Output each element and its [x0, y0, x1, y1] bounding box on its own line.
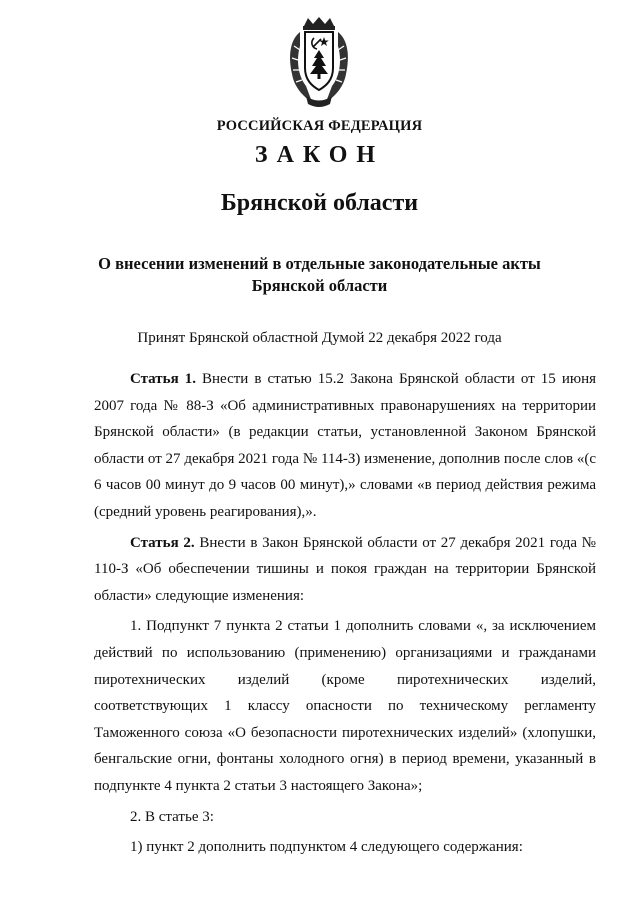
- law-title-line: О внесении изменений в отдельные законодательные акты: [98, 254, 541, 273]
- adoption-note: Принят Брянской областной Думой 22 декабря 2022 года: [137, 330, 502, 346]
- paragraph-subitem-1: 1) пункт 2 дополнить подпунктом 4 следующего содержания:: [130, 839, 523, 856]
- law-title: [90, 253, 549, 297]
- paragraph-item-2: 2. В статье 3:: [130, 808, 214, 825]
- region-heading: Брянской области: [220, 190, 419, 216]
- paragraph-item-1: 1. Подпункт 7 пункта 2 статьи 1 дополнить словами «, за исключением действий по использованию (применению) организациями и гражданами пиротехнических изделий (кроме пиротехнических изделий, соответствующих 1 классу опасности по техническому регламенту Таможенного союза «О безопасности пиротехнических изделий» (хлопушки, бенгальские огни, фонтаны холодного огня) в период времени, указанный в подпункте 4 пункта 2 статьи 3 настоящего Закона»;: [94, 618, 596, 794]
- article-2-paragraph: [94, 530, 596, 610]
- article-1-text: Внести в статью 15.2 Закона Брянской области от 15 июня 2007 года № 88-З «Об административных правонарушениях на территории Брянской области» (в редакции статьи, установленной Законом Брянской области от 27 декабря 2021 года № 114-З) изменение, дополнив после слов «(с 6 часов 00 минут до 9 часов 00 минут),» словами «в период действия режима (средний уровень реагирования),».: [94, 371, 596, 520]
- article-2-label: Статья 2.: [130, 534, 195, 551]
- law-title-line: Брянской области: [251, 276, 388, 295]
- document-type-heading: ЗАКОН: [254, 142, 385, 168]
- article-2-text: Внести в Закон Брянской области от 27 декабря 2021 года № 110-З «Об обеспечении тишины и покоя граждан на территории Брянской области» следующие изменения:: [94, 534, 596, 604]
- country-heading: РОССИЙСКАЯ ФЕДЕРАЦИЯ: [216, 118, 423, 134]
- article-1-paragraph: [94, 366, 596, 526]
- coat-of-arms-icon: [286, 16, 352, 108]
- article-1-label: Статья 1.: [130, 371, 196, 387]
- law-body: [94, 366, 596, 861]
